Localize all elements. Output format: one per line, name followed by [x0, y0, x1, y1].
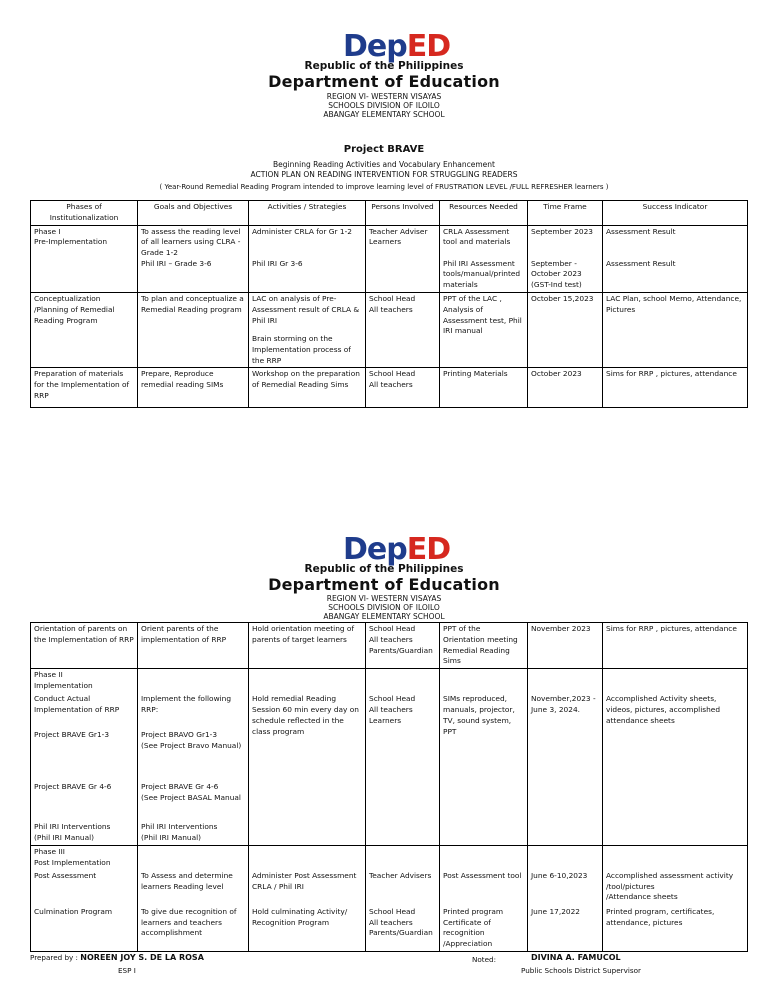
action-plan-table-1 — [30, 200, 748, 408]
cell-text: To assess the reading level of all learners using CLRA -Grade 1-2 — [141, 226, 241, 258]
cell-text — [443, 847, 524, 871]
table-cell — [31, 623, 138, 669]
cell-text — [531, 730, 599, 782]
table-cell — [138, 292, 249, 367]
region-text: REGION VI- WESTERN VISAYAS — [326, 594, 442, 603]
table-cell — [366, 368, 440, 408]
cell-text — [531, 670, 599, 694]
table-cell — [528, 669, 603, 846]
cell-text — [252, 670, 362, 694]
prepared-name: NOREEN JOY S. DE LA ROSA — [80, 953, 204, 962]
cell-text: Administer Post Assessment CRLA / Phil IRI — [252, 870, 357, 891]
table-cell — [138, 845, 249, 951]
department-title: Department of Education — [268, 575, 500, 594]
cell-text: Sims for RRP , pictures, attendance — [606, 369, 737, 379]
cell-text: June 17,2022 — [531, 906, 581, 916]
column-header: Time Frame — [528, 201, 603, 226]
table-cell — [440, 623, 528, 669]
table-cell — [138, 623, 249, 669]
cell-text: Post Assessment tool — [443, 870, 522, 880]
cell-text: June 6-10,2023 — [531, 870, 588, 880]
cell-text — [606, 847, 744, 871]
table-cell — [31, 292, 138, 367]
table-cell — [249, 845, 366, 951]
table-row — [31, 368, 748, 408]
table-cell — [249, 368, 366, 408]
table-cell — [440, 845, 528, 951]
cell-text: Teacher Adviser Learners — [369, 226, 428, 247]
cell-text: Phase III Post Implementation — [34, 846, 111, 867]
table-cell — [528, 225, 603, 292]
cell-text — [252, 737, 362, 789]
cell-text — [531, 847, 599, 871]
cell-text — [606, 670, 744, 694]
cell-text: SIMs reproduced, manuals, projector, TV, sound system, PPT — [443, 694, 515, 736]
cell-text: Preparation of materials for the Implementation of RRP — [34, 369, 130, 400]
cell-text: LAC Plan, school Memo, Attendance, Pictures — [606, 293, 742, 314]
cell-text: Accomplished Activity sheets, videos, pictures, accomplished attendance sheets — [606, 694, 721, 725]
cell-text — [252, 789, 362, 829]
cell-text: To plan and conceptualize a Remedial Reading program — [141, 293, 244, 314]
prepared-by — [30, 953, 204, 962]
cell-text: Accomplished assessment activity /tool/pictures /Attendance sheets — [606, 870, 734, 902]
table-row — [31, 623, 748, 669]
table-row — [31, 845, 748, 951]
cell-text — [369, 670, 436, 694]
cell-text: September - October 2023 (GST-Ind test) — [531, 258, 582, 290]
column-header: Activities / Strategies — [249, 201, 366, 226]
noted-title: Public Schools District Supervisor — [521, 966, 641, 975]
cell-text: Printed program Certificate of recognition /Appreciation — [443, 906, 504, 949]
table-cell — [138, 669, 249, 846]
cell-text: September 2023 — [531, 226, 594, 236]
cell-text: Hold culminating Activity/ Recognition Program — [252, 906, 348, 927]
project-subtitle: Beginning Reading Activities and Vocabulary Enhancement — [273, 160, 495, 169]
cell-text — [369, 730, 436, 782]
table-cell — [249, 623, 366, 669]
cell-text: Assessment Result — [606, 258, 676, 268]
table-cell — [603, 623, 748, 669]
cell-text: Project BRAVE Gr1-3 — [34, 730, 110, 740]
department-title: Department of Education — [268, 72, 500, 91]
column-header: Success Indicator — [603, 201, 748, 226]
cell-text — [606, 730, 744, 782]
division-text: SCHOOLS DIVISION OF ILOILO — [328, 101, 440, 110]
table-cell — [138, 225, 249, 292]
table-cell — [138, 368, 249, 408]
cell-text: Brain storming on the Implementation process of the RRP — [252, 333, 351, 365]
table-row — [31, 669, 748, 846]
cell-text: Orientation of parents on the Implementation of RRP — [34, 624, 134, 644]
cell-text: November 2023 — [531, 624, 591, 633]
prepared-title: ESP I — [118, 966, 136, 975]
cell-text: Sims for RRP , pictures, attendance — [606, 624, 737, 633]
republic-text: Republic of the Philippines — [304, 563, 464, 575]
cell-text: Assessment Result — [606, 226, 676, 236]
project-note: ( Year-Round Remedial Reading Program intended to improve learning level of FRUSTRATION LEVEL /FULL REFRESHER learners ) — [159, 183, 609, 191]
cell-text: Culmination Program — [34, 906, 113, 916]
cell-text: School Head All teachers Parents/Guardian — [369, 906, 433, 938]
table-cell — [366, 225, 440, 292]
cell-text: Project BRAVE Gr 4-6 — [34, 782, 112, 792]
table-cell — [440, 292, 528, 367]
cell-text: Prepare, Reproduce remedial reading SIMs — [141, 369, 224, 390]
column-header: Persons Involved — [366, 201, 440, 226]
action-plan-table-2 — [30, 622, 748, 952]
table-cell — [528, 845, 603, 951]
table-cell — [249, 669, 366, 846]
cell-text — [369, 847, 436, 871]
table-cell — [366, 669, 440, 846]
cell-text: Conceptualization /Planning of Remedial Reading Program — [34, 293, 115, 325]
deped-logo: DepED — [343, 29, 451, 64]
cell-text: School Head All teachers Learners — [369, 694, 416, 725]
table-cell — [603, 368, 748, 408]
cell-text: To give due recognition of learners and teachers accomplishment — [141, 906, 237, 938]
deped-logo: DepED — [343, 532, 451, 567]
table-cell — [31, 669, 138, 846]
school-text: ABANGAY ELEMENTARY SCHOOL — [323, 110, 445, 119]
table-cell — [249, 225, 366, 292]
cell-text: CRLA Assessment tool and materials — [443, 226, 511, 247]
cell-text: October 2023 — [531, 369, 582, 379]
table-cell — [249, 292, 366, 367]
table-row — [31, 292, 748, 367]
cell-text: PPT of the LAC , Analysis of Assessment test, Phil IRI manual — [443, 293, 522, 336]
cell-text — [369, 782, 436, 822]
column-header: Resources Needed — [440, 201, 528, 226]
cell-text: Project BRAVO Gr1-3 (See Project Bravo Manual) — [141, 730, 242, 750]
project-title: Project BRAVE — [343, 144, 425, 155]
column-header: Goals and Objectives — [138, 201, 249, 226]
table-header-row — [31, 201, 748, 226]
table-cell — [528, 368, 603, 408]
table-cell — [31, 225, 138, 292]
cell-text — [443, 737, 524, 789]
cell-text: Orient parents of the implementation of RRP — [141, 624, 227, 644]
table-cell — [528, 292, 603, 367]
cell-text — [531, 782, 599, 822]
table-row — [31, 225, 748, 292]
cell-text: Post Assessment — [34, 870, 97, 880]
cell-text: Workshop on the preparation of Remedial Reading Sims — [252, 369, 360, 390]
cell-text: School Head All teachers Parents/Guardian — [369, 624, 433, 655]
table-cell — [31, 845, 138, 951]
cell-text — [443, 670, 524, 694]
cell-text: November,2023 - June 3, 2024. — [531, 694, 596, 714]
prepared-label: Prepared by : — [30, 953, 78, 962]
region-text: REGION VI- WESTERN VISAYAS — [326, 92, 442, 101]
cell-text — [252, 847, 362, 871]
cell-text: To Assess and determine learners Reading level — [141, 870, 233, 891]
table-cell — [603, 669, 748, 846]
cell-text: Hold orientation meeting of parents of target learners — [252, 624, 355, 644]
division-text: SCHOOLS DIVISION OF ILOILO — [328, 603, 440, 612]
republic-text: Republic of the Philippines — [304, 60, 464, 72]
table-cell — [603, 225, 748, 292]
cell-text — [141, 847, 245, 871]
cell-text: Administer CRLA for Gr 1-2 — [252, 226, 352, 236]
table-cell — [603, 845, 748, 951]
cell-text: PPT of the Orientation meeting Remedial Reading Sims — [443, 624, 518, 666]
cell-text: School Head All teachers — [369, 293, 416, 314]
table-cell — [440, 368, 528, 408]
cell-text: Project BRAVE Gr 4-6 (See Project BASAL Manual — [141, 782, 241, 802]
cell-text: Phil IRI – Grade 3-6 — [141, 258, 212, 268]
table-cell — [440, 669, 528, 846]
cell-text: Teacher Advisers — [369, 870, 432, 880]
cell-text: Phase II Implementation — [34, 670, 93, 690]
noted-label: Noted: — [472, 955, 496, 964]
school-text: ABANGAY ELEMENTARY SCHOOL — [323, 612, 445, 621]
cell-text: Phil IRI Assessment tools/manual/printed materials — [443, 258, 521, 290]
noted-name: DIVINA A. FAMUCOL — [531, 953, 621, 962]
cell-text — [606, 782, 744, 822]
cell-text: Phil IRI Interventions (Phil IRI Manual) — [34, 822, 111, 842]
cell-text: Phase I Pre-Implementation — [34, 226, 108, 247]
cell-text: School Head All teachers — [369, 369, 416, 390]
table-cell — [366, 845, 440, 951]
table-cell — [603, 292, 748, 367]
cell-text: Phil IRI Gr 3-6 — [252, 258, 303, 268]
cell-text: October 15,2023 — [531, 293, 594, 303]
cell-text: Implement the following RRP: — [141, 694, 232, 714]
cell-text: Phil IRI Interventions (Phil IRI Manual) — [141, 822, 218, 842]
cell-text: Printed program, certificates, attendance, pictures — [606, 906, 715, 927]
cell-text: Printing Materials — [443, 369, 508, 379]
table-cell — [366, 292, 440, 367]
cell-text — [443, 789, 524, 829]
cell-text: Conduct Actual Implementation of RRP — [34, 694, 120, 714]
cell-text — [141, 670, 245, 694]
cell-text: Hold remedial Reading Session 60 min every day on schedule reflected in the class program — [252, 694, 359, 736]
action-plan-title: ACTION PLAN ON READING INTERVENTION FOR STRUGGLING READERS — [250, 170, 518, 179]
cell-text: LAC on analysis of Pre-Assessment result of CRLA & Phil IRI — [252, 293, 360, 325]
table-cell — [366, 623, 440, 669]
column-header: Phases of Institutionalization — [31, 201, 138, 226]
table-cell — [440, 225, 528, 292]
table-cell — [31, 368, 138, 408]
table-cell — [528, 623, 603, 669]
